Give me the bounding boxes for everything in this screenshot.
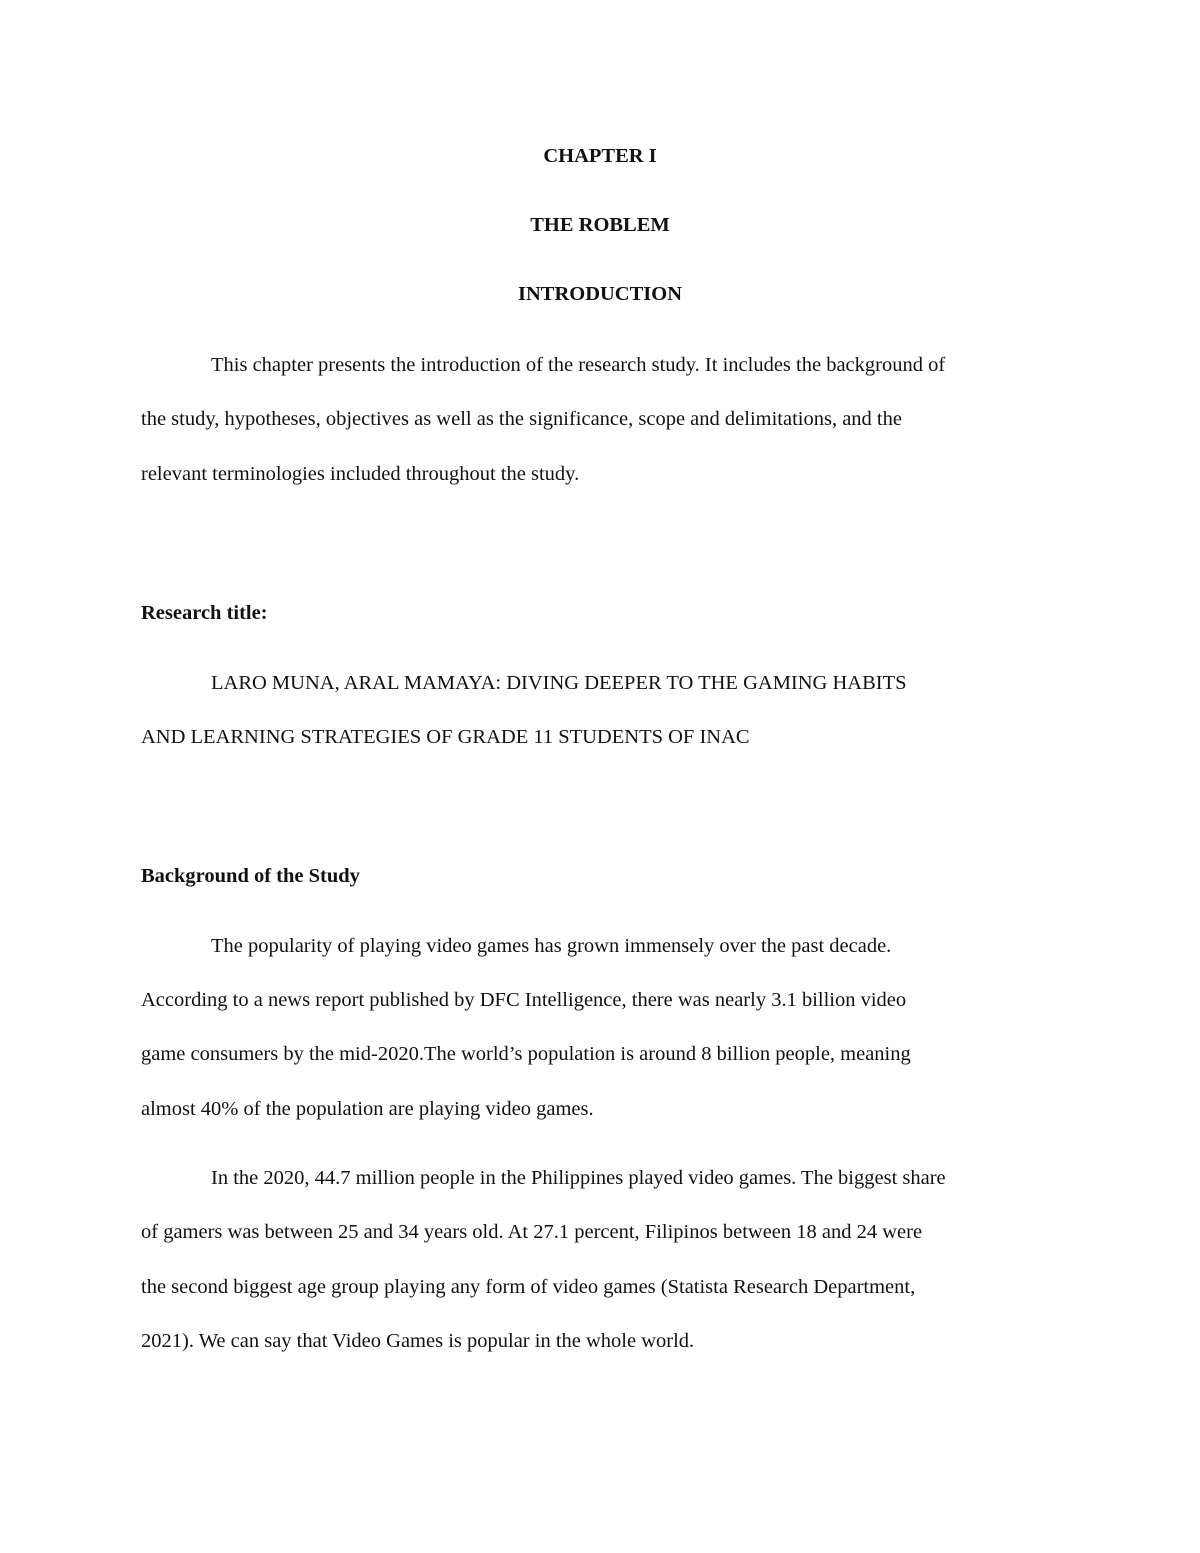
chapter-heading: CHAPTER I xyxy=(543,145,657,167)
section-heading: INTRODUCTION xyxy=(517,283,683,305)
research-title-line: AND LEARNING STRATEGIES OF GRADE 11 STUDENTS OF INAC xyxy=(141,726,750,748)
research-title-label: Research title: xyxy=(141,602,268,624)
paragraph-line: 2021). We can say that Video Games is popular in the whole world. xyxy=(141,1330,695,1352)
paragraph-line: relevant terminologies included throughout the study. xyxy=(141,463,580,485)
background-heading: Background of the Study xyxy=(141,865,360,887)
research-title-line: LARO MUNA, ARAL MAMAYA: DIVING DEEPER TO THE GAMING HABITS xyxy=(211,672,907,694)
paragraph-line: This chapter presents the introduction of the research study. It includes the background of xyxy=(211,354,946,376)
paragraph-line: game consumers by the mid-2020.The world’s population is around 8 billion people, meaning xyxy=(141,1043,911,1065)
paragraph-line: of gamers was between 25 and 34 years old. At 27.1 percent, Filipinos between 18 and 24 were xyxy=(141,1221,923,1243)
paragraph-line: The popularity of playing video games has grown immensely over the past decade. xyxy=(211,935,892,957)
paragraph-line: the study, hypotheses, objectives as well as the significance, scope and delimitations, and the xyxy=(141,408,902,430)
chapter-title: THE ROBLEM xyxy=(530,214,670,236)
paragraph-line: almost 40% of the population are playing video games. xyxy=(141,1098,594,1120)
paragraph-line: In the 2020, 44.7 million people in the Philippines played video games. The biggest share xyxy=(211,1167,946,1189)
paragraph-line: the second biggest age group playing any form of video games (Statista Research Department, xyxy=(141,1276,916,1298)
paragraph-line: According to a news report published by DFC Intelligence, there was nearly 3.1 billion video xyxy=(141,989,907,1011)
